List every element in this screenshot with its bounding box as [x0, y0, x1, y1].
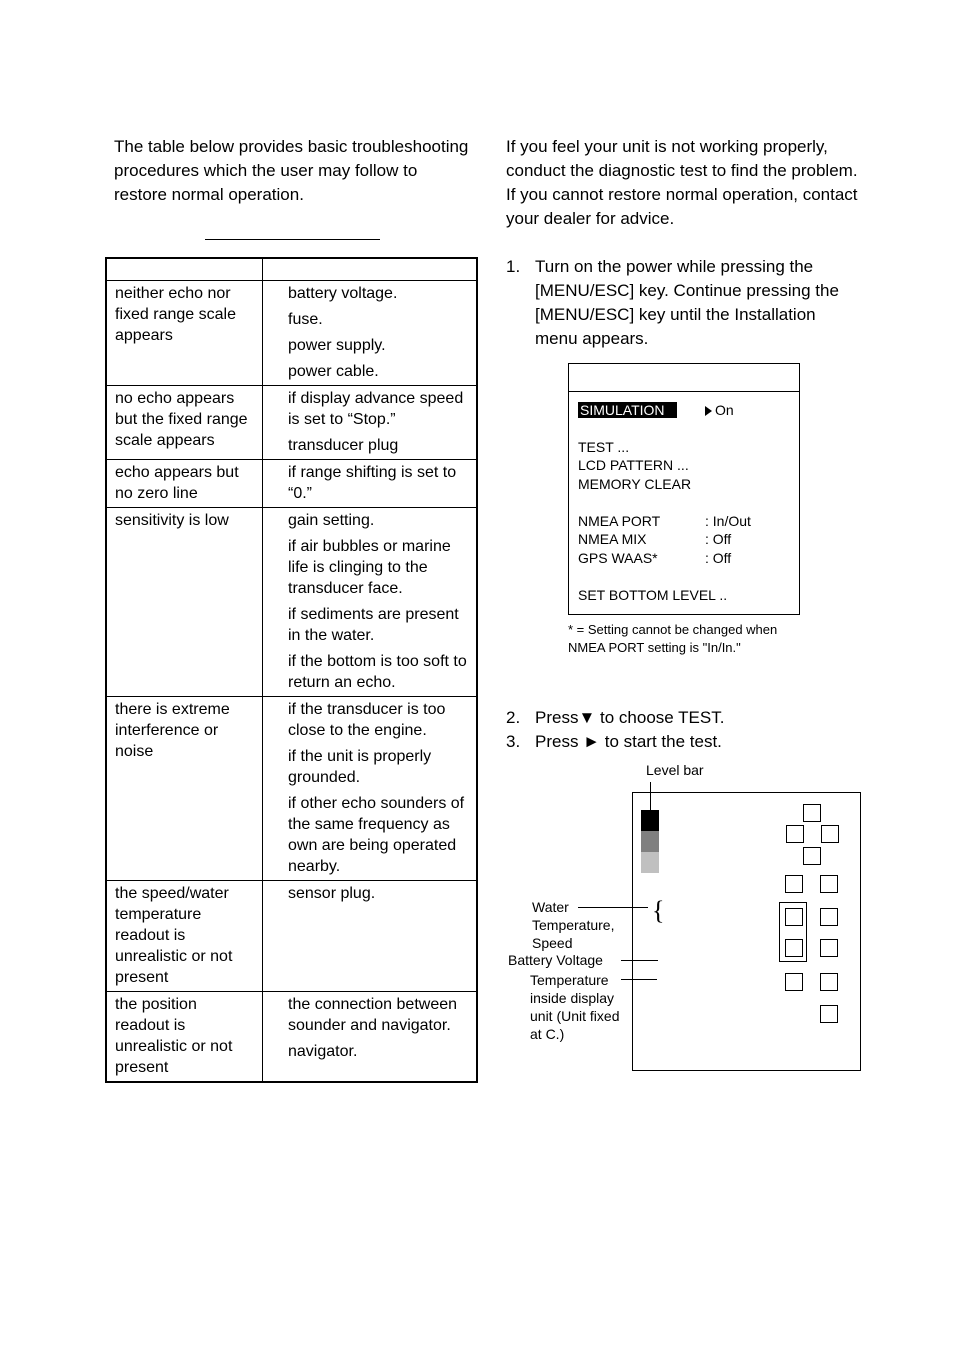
- menu-item-nmea-mix[interactable]: [578, 530, 793, 548]
- remedy-item: if air bubbles or marine life is clinging to the transducer face.: [288, 538, 451, 597]
- problem-cell: the position readout is unrealistic or not present: [106, 992, 263, 1083]
- problem-cell: there is extreme interference or noise: [106, 697, 263, 881]
- battery-voltage-leader: [621, 960, 658, 961]
- level-bar-gray: [641, 831, 659, 852]
- simulation-value: On: [705, 401, 734, 419]
- remedy-item: if range shifting is set to “0.”: [288, 464, 457, 502]
- left-intro: The table below provides basic troubleshooting procedures which the user may follow to restore normal operation.: [114, 137, 469, 204]
- setting-value: : In/Out: [705, 513, 751, 529]
- problem-cell: echo appears but no zero line: [106, 460, 263, 508]
- remedy-item: the connection between sounder and navigator.: [288, 996, 458, 1034]
- remedy-item: if other echo sounders of the same frequency as own are being operated nearby.: [288, 795, 465, 875]
- simulation-label: SIMULATION: [578, 402, 677, 418]
- header-remedy: [263, 258, 478, 281]
- step-text: Turn on the power while pressing the [MENU/ESC] key. Continue pressing the [MENU/ESC] key until the Installation menu appears.: [535, 257, 839, 348]
- level-bar-label: Level bar: [646, 762, 704, 778]
- key-indicator: [820, 973, 838, 991]
- setting-value: : Off: [705, 531, 732, 547]
- water-temp-label: Water Temperature, Speed: [532, 899, 615, 951]
- menu-item-simulation[interactable]: [578, 401, 793, 419]
- remedy-item: if the transducer is too close to the engine.: [288, 701, 446, 739]
- step-3: [506, 730, 846, 754]
- remedy-cell: [263, 881, 478, 992]
- remedy-item: if the bottom is too soft to return an echo.: [288, 653, 467, 691]
- key-up-indicator: [803, 804, 821, 822]
- level-bar-black: [641, 810, 659, 831]
- problem-cell: sensitivity is low: [106, 508, 263, 697]
- right-intro: If you feel your unit is not working properly, conduct the diagnostic test to find the problem. If you cannot restore normal operation, contact your dealer for advice.: [506, 137, 858, 228]
- table-row: [106, 992, 477, 1083]
- key-down-indicator: [803, 847, 821, 865]
- key-indicator: [785, 875, 803, 893]
- key-indicator: [785, 939, 803, 957]
- table-title-rule: [205, 239, 380, 240]
- setting-value: : Off: [705, 550, 732, 566]
- step-text: Press▼ to choose TEST.: [535, 708, 725, 727]
- remedy-item: gain setting.: [288, 512, 375, 529]
- setting-label: NMEA MIX: [578, 531, 647, 547]
- setting-label: NMEA PORT: [578, 513, 661, 529]
- water-temp-leader: [578, 907, 648, 908]
- problem-cell: neither echo nor fixed range scale appears: [106, 281, 263, 386]
- menu-item-nmea-port[interactable]: [578, 512, 793, 530]
- table-row: [106, 508, 477, 697]
- step-number: 1.: [506, 257, 521, 276]
- menu-footnote: * = Setting cannot be changed when NMEA PORT setting is "In/In.": [568, 622, 778, 655]
- key-right-indicator: [821, 825, 839, 843]
- temperature-label: Temperature inside display unit (Unit fixed at C.): [530, 972, 620, 1042]
- table-header-row: [106, 258, 477, 281]
- installation-menu: [568, 363, 800, 615]
- brace-glyph: {: [652, 896, 665, 925]
- menu-title-bar: [569, 364, 799, 392]
- remedy-cell: [263, 992, 478, 1083]
- key-indicator: [785, 908, 803, 926]
- key-indicator: [785, 973, 803, 991]
- remedy-cell: [263, 460, 478, 508]
- step-2: [506, 706, 846, 730]
- problem-cell: no echo appears but the fixed range scale appears: [106, 386, 263, 460]
- key-indicator: [820, 1005, 838, 1023]
- remedy-item: if display advance speed is set to “Stop.”: [288, 390, 464, 428]
- remedy-cell: [263, 386, 478, 460]
- menu-item-lcd-pattern[interactable]: LCD PATTERN ...: [578, 457, 689, 473]
- remedy-item: navigator.: [288, 1043, 358, 1060]
- menu-item-memory-clear[interactable]: MEMORY CLEAR: [578, 476, 692, 492]
- level-bar-lightgray: [641, 852, 659, 873]
- temperature-leader: [621, 979, 657, 980]
- header-problem: [106, 258, 263, 281]
- remedy-cell: [263, 508, 478, 697]
- battery-voltage-label: Battery Voltage: [508, 952, 603, 968]
- triangle-right-icon: [705, 406, 712, 416]
- step-number: 2.: [506, 708, 521, 727]
- setting-label: GPS WAAS*: [578, 550, 658, 566]
- remedy-item: battery voltage.: [288, 285, 398, 302]
- table-row: [106, 281, 477, 386]
- table-row: [106, 881, 477, 992]
- table-row: [106, 460, 477, 508]
- step-number: 3.: [506, 732, 521, 751]
- remedy-item: power cable.: [288, 363, 379, 380]
- key-indicator: [820, 875, 838, 893]
- troubleshooting-table: [105, 257, 478, 1083]
- table-row: [106, 697, 477, 881]
- key-left-indicator: [786, 825, 804, 843]
- step-1: [506, 255, 846, 351]
- remedy-item: if the unit is properly grounded.: [288, 748, 432, 786]
- remedy-item: transducer plug: [288, 437, 399, 454]
- menu-item-gps-waas[interactable]: [578, 549, 793, 567]
- table-row: [106, 386, 477, 460]
- remedy-item: sensor plug.: [288, 885, 376, 902]
- problem-cell: the speed/water temperature readout is unrealistic or not present: [106, 881, 263, 992]
- remedy-cell: [263, 281, 478, 386]
- key-indicator: [820, 908, 838, 926]
- menu-item-set-bottom-level[interactable]: SET BOTTOM LEVEL ..: [578, 587, 728, 603]
- remedy-item: power supply.: [288, 337, 386, 354]
- menu-item-test[interactable]: TEST ...: [578, 439, 630, 455]
- step-text: Press ► to start the test.: [535, 732, 722, 751]
- key-indicator: [820, 939, 838, 957]
- remedy-item: if sediments are present in the water.: [288, 606, 459, 644]
- remedy-cell: [263, 697, 478, 881]
- remedy-item: fuse.: [288, 311, 323, 328]
